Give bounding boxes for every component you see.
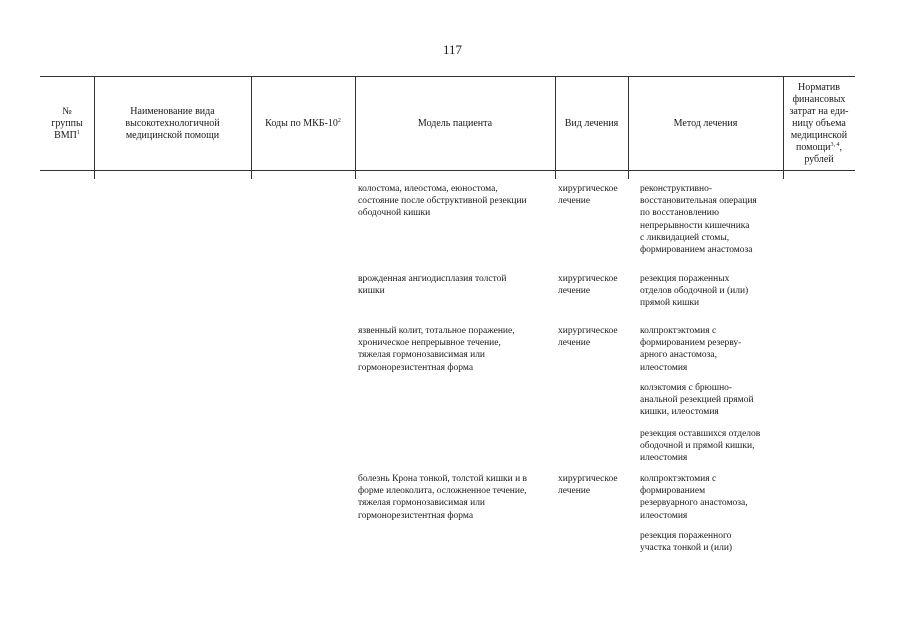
patient-model-cell <box>358 473 527 522</box>
header-care-type <box>94 77 251 170</box>
header-care-type-line2: высокотехнологичной <box>125 117 220 129</box>
treatment-method-line: непрерывности кишечника <box>640 220 750 231</box>
column-divider <box>94 77 95 170</box>
patient-model-cell <box>358 183 527 220</box>
page-number: 117 <box>442 42 463 57</box>
treatment-type-line: лечение <box>558 196 591 207</box>
header-norm-line4: ницу объема <box>792 117 846 129</box>
treatment-type-line: лечение <box>558 338 591 349</box>
header-group-no-line2: группы <box>51 117 83 129</box>
treatment-type-line: хирургическое <box>558 274 618 284</box>
treatment-type-line: хирургическое <box>558 326 618 336</box>
treatment-method-line: формированием <box>640 486 706 497</box>
treatment-type-line: лечение <box>558 286 591 297</box>
treatment-type-line: лечение <box>558 486 591 497</box>
header-patient-model <box>355 77 555 170</box>
treatment-method-line: арного анастомоза, <box>640 350 718 361</box>
header-care-type-line1: Наименование вида <box>130 105 215 117</box>
patient-model-line: гормонорезистентная форма <box>358 362 474 373</box>
patient-model-line: тяжелая гормонозависимая или <box>358 350 486 361</box>
treatment-method-cell <box>640 428 760 465</box>
treatment-method-cell <box>640 382 754 419</box>
column-divider <box>555 77 556 170</box>
header-icd-codes-label: Коды по МКБ-10 <box>265 117 338 129</box>
column-divider <box>355 169 356 179</box>
treatment-method-cell <box>640 273 748 310</box>
treatment-method-cell <box>640 183 757 256</box>
treatment-method-cell <box>640 530 732 554</box>
patient-model-line: врожденная ангиодисплазия толстой <box>358 274 507 284</box>
patient-model-cell <box>358 273 506 297</box>
header-group-no-line1: № <box>62 105 72 117</box>
header-treatment-type <box>555 77 628 170</box>
treatment-method-line: резекция оставшихся отделов <box>640 429 761 439</box>
treatment-method-line: резервуарного анастомоза, <box>640 498 748 509</box>
treatment-method-line: колпроктэктомия с <box>640 326 717 336</box>
header-icd-footnote: 2 <box>337 117 341 124</box>
patient-model-line: форме илеоколита, осложненное течение, <box>358 486 527 497</box>
column-divider <box>783 169 784 179</box>
header-norm-line2: финансовых <box>792 93 846 105</box>
patient-model-cell <box>358 325 515 374</box>
header-cost-norm <box>783 77 855 170</box>
treatment-method-cell <box>640 473 748 522</box>
column-divider <box>251 169 252 179</box>
table-body-divider-stubs <box>40 169 855 179</box>
header-treatment-method <box>628 77 783 170</box>
header-icd-codes <box>251 77 355 170</box>
header-norm-line7: рублей <box>804 153 834 165</box>
treatment-method-line: формированием анастомоза <box>640 245 753 256</box>
treatment-method-line: с ликвидацией стомы, <box>640 232 730 243</box>
treatment-method-cell <box>640 325 741 374</box>
header-group-no-line3: ВМП <box>54 129 77 141</box>
treatment-method-line: резекция пораженных <box>640 274 730 284</box>
treatment-method-line: формированием резерву- <box>640 338 742 349</box>
treatment-method-line: илеостомия <box>640 453 688 464</box>
column-divider <box>783 77 784 170</box>
column-divider <box>355 77 356 170</box>
treatment-method-line: отделов ободочной и (или) <box>640 286 749 297</box>
treatment-type-cell <box>558 325 618 349</box>
patient-model-line: хроническое непрерывное течение, <box>358 338 501 349</box>
treatment-type-line: хирургическое <box>558 184 618 194</box>
treatment-type-cell <box>558 473 618 497</box>
header-patient-model-label: Модель пациента <box>417 117 493 129</box>
header-norm-line3: затрат на еди- <box>789 105 849 117</box>
patient-model-line: ободочной кишки <box>358 208 431 219</box>
column-divider <box>251 77 252 170</box>
treatment-method-line: участка тонкой и (или) <box>640 543 733 554</box>
header-treatment-type-label: Вид лечения <box>564 117 619 129</box>
treatment-method-line: илеостомия <box>640 510 688 521</box>
treatment-method-line: реконструктивно- <box>640 184 713 194</box>
patient-model-line: кишки <box>358 286 385 297</box>
header-treatment-method-label: Метод лечения <box>673 117 738 129</box>
treatment-method-line: анальной резекцией прямой <box>640 395 754 406</box>
treatment-method-line: ободочной и прямой кишки, <box>640 441 755 452</box>
treatment-method-line: кишки, илеостомия <box>640 407 719 418</box>
column-divider <box>94 169 95 179</box>
patient-model-line: тяжелая гормонозависимая или <box>358 498 486 509</box>
treatment-method-line: колэктомия с брюшно- <box>640 383 733 393</box>
header-norm-line6: помощи <box>795 141 831 153</box>
header-norm-line1: Норматив <box>798 81 840 93</box>
header-norm-footnote: 3, 4 <box>830 141 840 148</box>
treatment-method-line: колпроктэктомия с <box>640 474 717 484</box>
treatment-type-cell <box>558 183 618 207</box>
treatment-type-cell <box>558 273 618 297</box>
column-divider <box>628 77 629 170</box>
header-norm-comma: , <box>839 141 843 153</box>
header-norm-line5: медицинской <box>790 129 848 141</box>
header-care-type-line3: медицинской помощи <box>125 129 220 141</box>
header-group-no <box>40 77 94 170</box>
vmp-table <box>40 76 855 171</box>
treatment-type-line: хирургическое <box>558 474 618 484</box>
treatment-method-line: резекция пораженного <box>640 531 732 541</box>
patient-model-line: состояние после обструктивной резекции <box>358 196 527 207</box>
treatment-method-line: восстановительная операция <box>640 196 757 207</box>
patient-model-line: гормонорезистентная форма <box>358 510 474 521</box>
treatment-method-line: илеостомия <box>640 362 688 373</box>
treatment-method-line: прямой кишки <box>640 298 700 309</box>
patient-model-line: язвенный колит, тотальное поражение, <box>358 326 515 336</box>
column-divider <box>555 169 556 179</box>
patient-model-line: болезнь Крона тонкой, толстой кишки и в <box>358 474 528 484</box>
treatment-method-line: по восстановлению <box>640 208 719 219</box>
header-group-no-footnote: 1 <box>76 129 80 136</box>
table-header <box>40 76 855 171</box>
patient-model-line: колостома, илеостома, еюностома, <box>358 184 498 194</box>
column-divider <box>628 169 629 179</box>
